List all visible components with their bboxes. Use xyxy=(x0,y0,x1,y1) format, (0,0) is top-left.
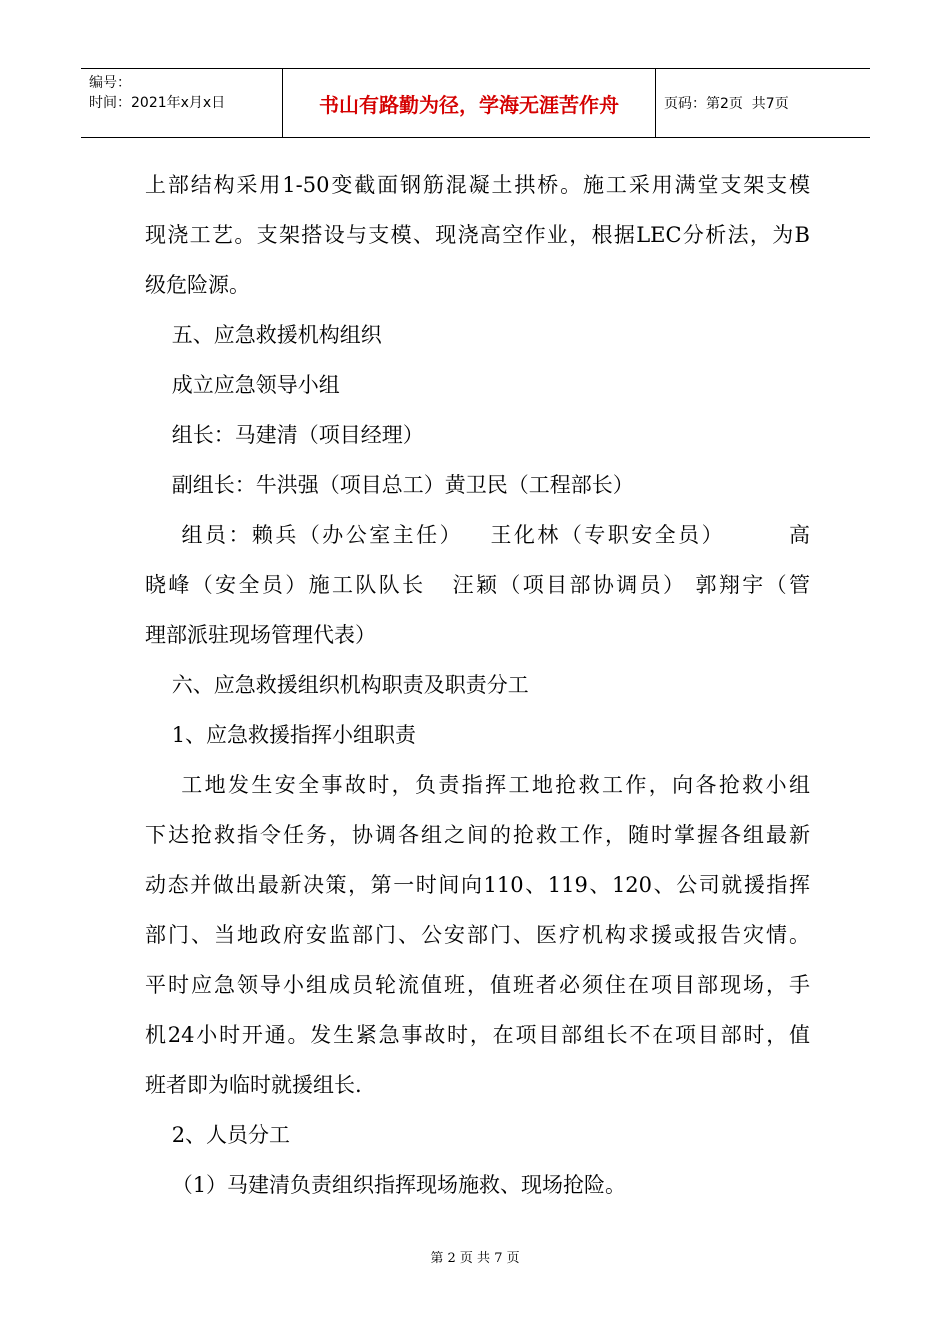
page-header xyxy=(81,68,870,138)
body-line: 成立应急领导小组 xyxy=(145,373,340,397)
body-line: 级危险源。 xyxy=(145,273,250,297)
body-line: 组长：马建清（项目经理） xyxy=(145,423,424,447)
document-date-label: 时间：2021年x月x日 xyxy=(89,95,226,111)
body-line: 动态并做出最新决策，第一时间向110、119、120、公司就援指挥 xyxy=(145,873,810,897)
body-line: 平时应急领导小组成员轮流值班，值班者必须住在项目部现场，手 xyxy=(145,973,810,997)
body-line: 六、应急救援组织机构职责及职责分工 xyxy=(145,673,529,697)
body-line: 2、人员分工 xyxy=(145,1123,291,1147)
header-page-info: 页码：第2页 共7页 xyxy=(664,96,789,112)
body-line: 组员：赖兵（办公室主任） 王化林（专职安全员） 高 xyxy=(145,523,810,547)
body-line: 机24小时开通。发生紧急事故时，在项目部组长不在项目部时，值 xyxy=(145,1023,810,1047)
header-motto: 书山有路勤为径，学海无涯苦作舟 xyxy=(283,69,656,137)
body-line: 1、应急救援指挥小组职责 xyxy=(145,723,417,747)
body-line: 理部派驻现场管理代表） xyxy=(145,623,376,647)
body-line: 上部结构采用1-50变截面钢筋混凝土拱桥。施工采用满堂支架支模 xyxy=(145,173,810,197)
body-line: 班者即为临时就援组长. xyxy=(145,1073,362,1097)
header-meta xyxy=(81,69,283,137)
body-line: 现浇工艺。支架搭设与支模、现浇高空作业，根据LEC分析法，为B xyxy=(145,223,810,247)
document-body xyxy=(145,163,810,1213)
body-line: 部门、当地政府安监部门、公安部门、医疗机构求援或报告灾情。 xyxy=(145,923,810,947)
document-number-label: 编号： xyxy=(89,75,131,91)
body-line: 下达抢救指令任务，协调各组之间的抢救工作，随时掌握各组最新 xyxy=(145,823,810,847)
body-line: 五、应急救援机构组织 xyxy=(145,323,382,347)
body-line: 晓峰（安全员）施工队队长 汪颖（项目部协调员） 郭翔宇（管 xyxy=(145,573,810,597)
body-line: 工地发生安全事故时，负责指挥工地抢救工作，向各抢救小组 xyxy=(145,773,810,797)
body-line: 副组长：牛洪强（项目总工）黄卫民（工程部长） xyxy=(145,473,634,497)
body-line: （1）马建清负责组织指挥现场施救、现场抢险。 xyxy=(145,1173,627,1197)
page-footer: 第 2 页 共 7 页 xyxy=(430,1251,520,1266)
